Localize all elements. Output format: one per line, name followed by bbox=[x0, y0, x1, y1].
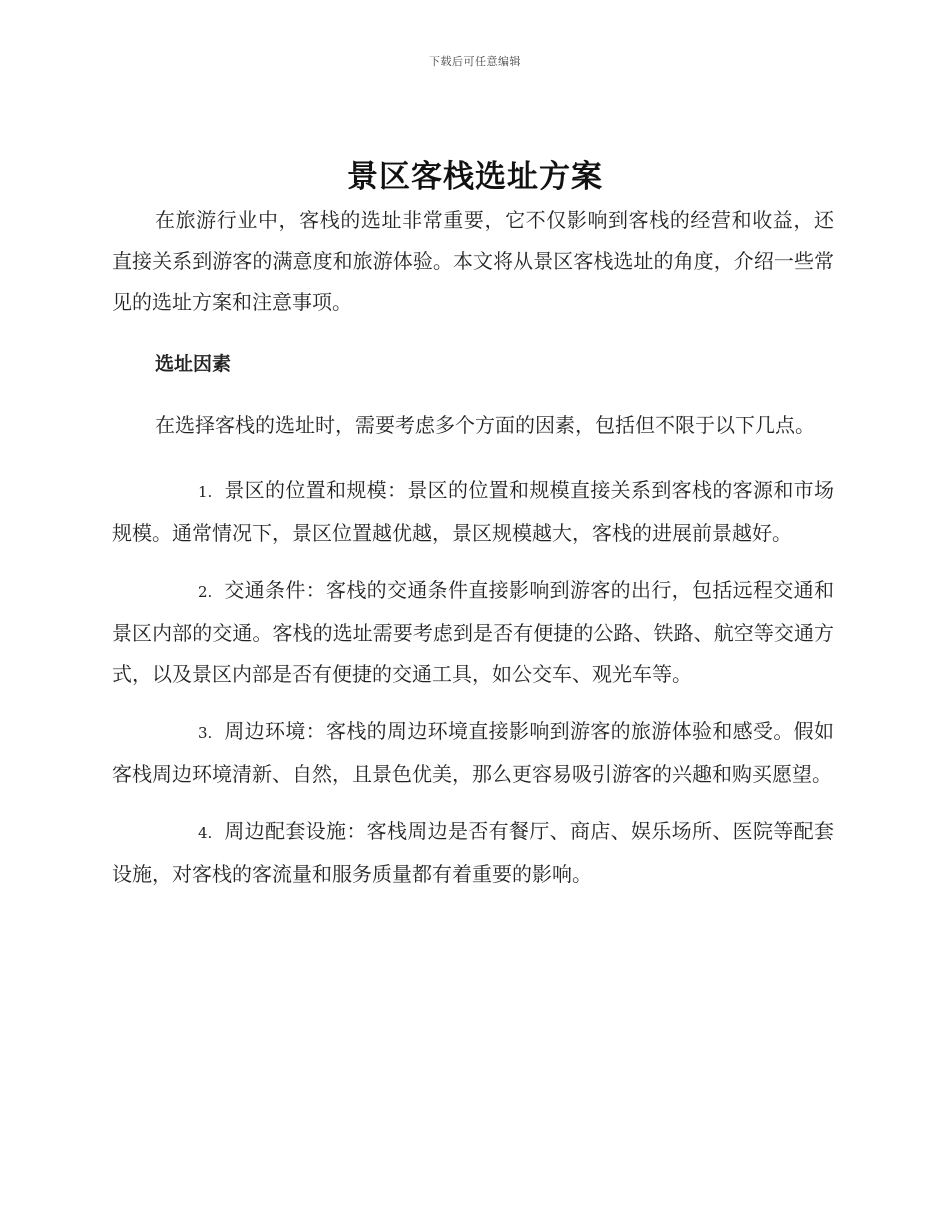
list-item-3 bbox=[112, 711, 834, 795]
list-item-text: 景区的位置和规模：景区的位置和规模直接关系到客栈的客源和市场规模。通常情况下，景区位置越优越，景区规模越大，客栈的进展前景越好。 bbox=[112, 478, 834, 545]
list-number: 4. bbox=[198, 824, 213, 842]
list-item-4 bbox=[112, 811, 834, 895]
lead-paragraph: 在选择客栈的选址时，需要考虑多个方面的因素，包括但不限于以下几点。 bbox=[155, 413, 815, 437]
section-heading: 选址因素 bbox=[155, 353, 232, 375]
intro-paragraph: 在旅游行业中，客栈的选址非常重要，它不仅影响到客栈的经营和收益，还直接关系到游客的满意度和旅游体验。本文将从景区客栈选址的角度，介绍一些常见的选址方案和注意事项。 bbox=[112, 208, 834, 314]
list-item-1 bbox=[112, 470, 834, 554]
list-item-2 bbox=[112, 570, 834, 695]
document-body bbox=[112, 200, 834, 895]
list-number: 3. bbox=[198, 724, 213, 742]
list-number: 2. bbox=[198, 583, 213, 601]
page-header: 下载后可任意编辑 bbox=[429, 55, 521, 68]
document-title: 景区客栈选址方案 bbox=[347, 159, 603, 195]
list-number: 1. bbox=[198, 483, 213, 501]
list-item-text: 周边环境：客栈的周边环境直接影响到游客的旅游体验和感受。假如客栈周边环境清新、自然，且景色优美，那么更容易吸引游客的兴趣和购买愿望。 bbox=[112, 719, 834, 786]
list-item-text: 交通条件：客栈的交通条件直接影响到游客的出行，包括远程交通和景区内部的交通。客栈的选址需要考虑到是否有便捷的公路、铁路、航空等交通方式，以及景区内部是否有便捷的交通工具，如公交车、观光车等。 bbox=[112, 578, 834, 686]
list-item-text: 周边配套设施：客栈周边是否有餐厅、商店、娱乐场所、医院等配套设施，对客栈的客流量和服务质量都有着重要的影响。 bbox=[112, 819, 834, 886]
